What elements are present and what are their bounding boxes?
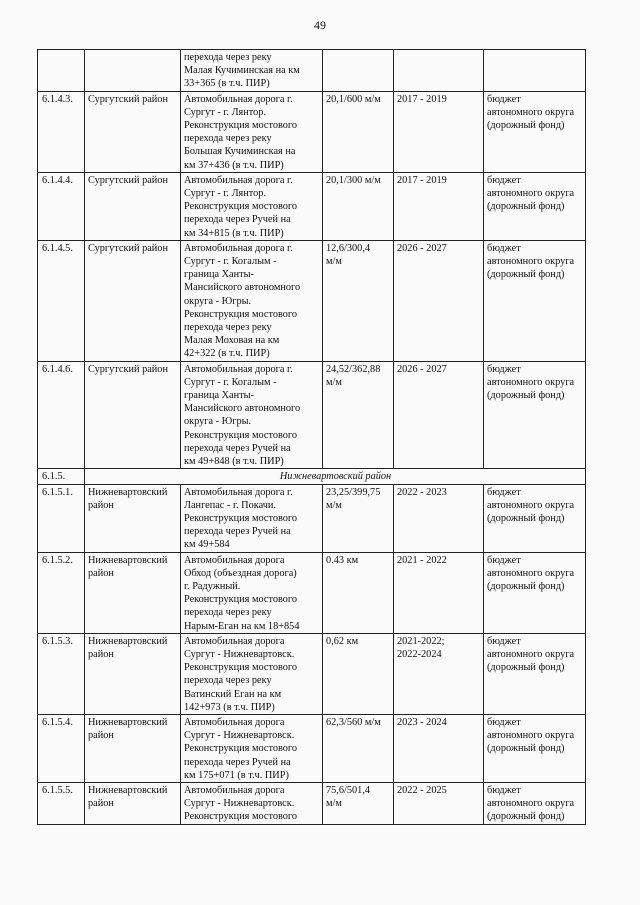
object-line: граница Ханты- (184, 269, 254, 281)
district-line: район (88, 798, 114, 810)
object-line: перехода через реку (184, 675, 272, 687)
object-line: Сургут - г. Лянтор. (184, 188, 267, 200)
period-cell (394, 633, 484, 714)
object-line: Автомобильная дорога г. (184, 174, 293, 186)
source-cell (484, 50, 586, 92)
source-line: бюджет (487, 93, 521, 105)
object-line: 142+973 (в т.ч. ПИР) (184, 701, 275, 713)
object-line: км 34+815 (в т.ч. ПИР) (184, 227, 284, 239)
capacity-line: 0,62 км (326, 635, 359, 647)
source-line: автономного округа (487, 798, 575, 810)
district-cell (85, 714, 181, 782)
object-line: км 49+584 (184, 539, 230, 551)
period-line: 2017 - 2019 (397, 174, 447, 186)
capacity-cell (323, 172, 394, 240)
period-cell (394, 714, 484, 782)
district-cell (85, 552, 181, 633)
table-row (38, 633, 586, 714)
period-line: 2023 - 2024 (397, 716, 447, 728)
capacity-cell (323, 552, 394, 633)
capacity-cell (323, 633, 394, 714)
district-cell (85, 484, 181, 552)
capacity-line: м/м (326, 798, 342, 810)
period-line: 2021-2022; (397, 635, 445, 647)
table-row (38, 91, 586, 172)
source-line: бюджет (487, 486, 521, 498)
district-cell (85, 50, 181, 92)
source-line: автономного округа (487, 567, 575, 579)
capacity-line: 75,6/501,4 (326, 784, 371, 796)
item-num: 6.1.5.1. (38, 484, 85, 552)
district-line: район (88, 648, 114, 660)
table-row-continuation (38, 50, 586, 92)
source-line: автономного округа (487, 499, 575, 511)
object-line: Реконструкция мостового (184, 512, 298, 524)
source-line: (дорожный фонд) (487, 269, 565, 281)
object-line: Реконструкция мостового (184, 120, 298, 132)
program-table (37, 49, 586, 825)
source-line: бюджет (487, 174, 521, 186)
item-num: 6.1.5.4. (38, 714, 85, 782)
capacity-cell (323, 240, 394, 361)
object-line: Автомобильная дорога (184, 635, 285, 647)
district-cell (85, 361, 181, 469)
object-line: км 37+436 (в т.ч. ПИР) (184, 159, 284, 171)
object-cell (181, 361, 323, 469)
object-line: перехода через Ручей на (184, 214, 291, 226)
capacity-line: 12,6/300,4 (326, 242, 371, 254)
district-cell (85, 240, 181, 361)
source-cell (484, 91, 586, 172)
item-num: 6.1.5.3. (38, 633, 85, 714)
object-line: Автомобильная дорога г. (184, 93, 293, 105)
table-row (38, 172, 586, 240)
source-line: автономного округа (487, 730, 575, 742)
capacity-cell (323, 91, 394, 172)
object-line: Автомобильная дорога (184, 716, 285, 728)
capacity-line: 62,3/560 м/м (326, 716, 381, 728)
item-num: 6.1.4.6. (38, 361, 85, 469)
object-line: Сургут - г. Когалым - (184, 376, 277, 388)
object-line: Мансийского автономного (184, 403, 301, 415)
capacity-line: м/м (326, 256, 342, 268)
object-line: перехода через реку (184, 322, 272, 334)
object-cell (181, 782, 323, 824)
page-number: 49 (314, 18, 326, 32)
object-line: Автомобильная дорога (184, 554, 285, 566)
object-cell (181, 714, 323, 782)
period-cell (394, 172, 484, 240)
capacity-line: м/м (326, 499, 342, 511)
object-line: Мансийского автономного (184, 282, 301, 294)
object-line: Сургут - г. Когалым - (184, 256, 277, 268)
district-line: Нижневартовский (88, 486, 168, 498)
object-line: 42+322 (в т.ч. ПИР) (184, 348, 270, 360)
object-line: Лангепас - г. Покачи. (184, 499, 277, 511)
district-line: Нижневартовский (88, 635, 168, 647)
source-line: бюджет (487, 242, 521, 254)
source-cell (484, 714, 586, 782)
object-line: Автомобильная дорога г. (184, 363, 293, 375)
source-line: (дорожный фонд) (487, 512, 565, 524)
district-line: Сургутский район (88, 363, 168, 375)
object-line: перехода через реку (184, 133, 272, 145)
object-cell (181, 484, 323, 552)
object-line: Автомобильная дорога (184, 784, 285, 796)
object-cell (181, 50, 323, 92)
district-line: Сургутский район (88, 93, 168, 105)
source-cell (484, 361, 586, 469)
source-cell (484, 172, 586, 240)
section-row (38, 469, 586, 484)
source-line: (дорожный фонд) (487, 743, 565, 755)
period-cell (394, 240, 484, 361)
source-cell (484, 633, 586, 714)
district-line: Сургутский район (88, 174, 168, 186)
source-line: автономного округа (487, 256, 575, 268)
period-line: 2021 - 2022 (397, 554, 447, 566)
period-line: 2022-2024 (397, 648, 442, 660)
object-line: граница Ханты- (184, 390, 254, 402)
source-cell (484, 240, 586, 361)
table-row (38, 361, 586, 469)
source-line: (дорожный фонд) (487, 390, 565, 402)
object-line: Автомобильная дорога г. (184, 242, 293, 254)
object-line: Реконструкция мостового (184, 594, 298, 606)
capacity-line: 0.43 км (326, 554, 359, 566)
object-line: Реконструкция мостового (184, 308, 298, 320)
object-line: округа - Югры. (184, 416, 252, 428)
source-cell (484, 484, 586, 552)
object-line: Реконструкция мостового (184, 662, 298, 674)
object-cell (181, 633, 323, 714)
object-line: Автомобильная дорога г. (184, 486, 293, 498)
capacity-cell (323, 484, 394, 552)
source-line: бюджет (487, 635, 521, 647)
num-cell (38, 50, 85, 92)
item-num: 6.1.4.3. (38, 91, 85, 172)
item-num: 6.1.5.2. (38, 552, 85, 633)
period-line: 2026 - 2027 (397, 242, 447, 254)
capacity-line: 20,1/300 м/м (326, 174, 381, 186)
source-line: автономного округа (487, 376, 575, 388)
period-cell (394, 361, 484, 469)
capacity-cell (323, 782, 394, 824)
object-line: Сургут - Нижневартовск. (184, 730, 295, 742)
object-line: Сургут - г. Лянтор. (184, 106, 267, 118)
district-cell (85, 172, 181, 240)
object-line: перехода через Ручей на (184, 442, 291, 454)
district-line: Нижневартовский (88, 716, 168, 728)
source-line: бюджет (487, 784, 521, 796)
capacity-line: 20,1/600 м/м (326, 93, 381, 105)
source-line: (дорожный фонд) (487, 580, 565, 592)
object-line: Нарым-Еган на км 18+854 (184, 620, 300, 632)
table-body (38, 50, 586, 825)
period-line: 2022 - 2023 (397, 486, 447, 498)
period-line: 2017 - 2019 (397, 93, 447, 105)
object-line: перехода через Ручей на (184, 756, 291, 768)
district-line: район (88, 499, 114, 511)
period-line: 2026 - 2027 (397, 363, 447, 375)
source-line: автономного округа (487, 188, 575, 200)
period-cell (394, 50, 484, 92)
source-line: автономного округа (487, 648, 575, 660)
object-line: Сургут - Нижневартовск. (184, 798, 295, 810)
district-line: район (88, 730, 114, 742)
district-cell (85, 782, 181, 824)
program-table-container (37, 49, 586, 825)
section-num: 6.1.5. (38, 469, 85, 484)
district-line: Сургутский район (88, 242, 168, 254)
item-num: 6.1.4.5. (38, 240, 85, 361)
source-cell (484, 782, 586, 824)
object-line: Малая Кучиминская на км (184, 65, 300, 77)
capacity-cell (323, 50, 394, 92)
object-line: Ватинский Еган на км (184, 688, 282, 700)
source-line: (дорожный фонд) (487, 811, 565, 823)
source-line: автономного округа (487, 106, 575, 118)
object-line: Обход (объездная дорога) (184, 567, 297, 579)
section-title: Нижневартовский район (85, 469, 586, 484)
object-line: Сургут - Нижневартовск. (184, 648, 295, 660)
district-line: район (88, 567, 114, 579)
source-line: бюджет (487, 554, 521, 566)
table-row (38, 552, 586, 633)
period-cell (394, 782, 484, 824)
capacity-cell (323, 361, 394, 469)
period-line: 2022 - 2025 (397, 784, 447, 796)
object-line: Реконструкция мостового (184, 811, 298, 823)
object-line: Большая Кучиминская на (184, 146, 296, 158)
object-line: Реконструкция мостового (184, 429, 298, 441)
object-line: Малая Моховая на км (184, 335, 280, 347)
object-cell (181, 552, 323, 633)
source-line: бюджет (487, 363, 521, 375)
table-row (38, 240, 586, 361)
period-cell (394, 91, 484, 172)
object-cell (181, 172, 323, 240)
object-line: перехода через реку (184, 607, 272, 619)
table-row (38, 782, 586, 824)
item-num: 6.1.5.5. (38, 782, 85, 824)
source-line: бюджет (487, 716, 521, 728)
capacity-line: 24,52/362,88 (326, 363, 381, 375)
object-line: 33+365 (в т.ч. ПИР) (184, 78, 270, 90)
object-line: перехода через Ручей на (184, 526, 291, 538)
item-num: 6.1.4.4. (38, 172, 85, 240)
district-line: Нижневартовский (88, 784, 168, 796)
capacity-line: м/м (326, 376, 342, 388)
object-line: округа - Югры. (184, 295, 252, 307)
district-line: Нижневартовский (88, 554, 168, 566)
period-cell (394, 484, 484, 552)
object-line: Реконструкция мостового (184, 743, 298, 755)
table-row (38, 484, 586, 552)
object-line: км 49+848 (в т.ч. ПИР) (184, 456, 284, 468)
district-cell (85, 633, 181, 714)
object-cell (181, 91, 323, 172)
object-line: Реконструкция мостового (184, 201, 298, 213)
object-cell (181, 240, 323, 361)
table-row (38, 714, 586, 782)
source-line: (дорожный фонд) (487, 662, 565, 674)
capacity-line: 23,25/399,75 (326, 486, 381, 498)
capacity-cell (323, 714, 394, 782)
source-line: (дорожный фонд) (487, 201, 565, 213)
district-cell (85, 91, 181, 172)
object-line: г. Радужный. (184, 580, 241, 592)
source-line: (дорожный фонд) (487, 120, 565, 132)
source-cell (484, 552, 586, 633)
object-line: км 175+071 (в т.ч. ПИР) (184, 769, 289, 781)
object-line: перехода через реку (184, 52, 272, 63)
period-cell (394, 552, 484, 633)
